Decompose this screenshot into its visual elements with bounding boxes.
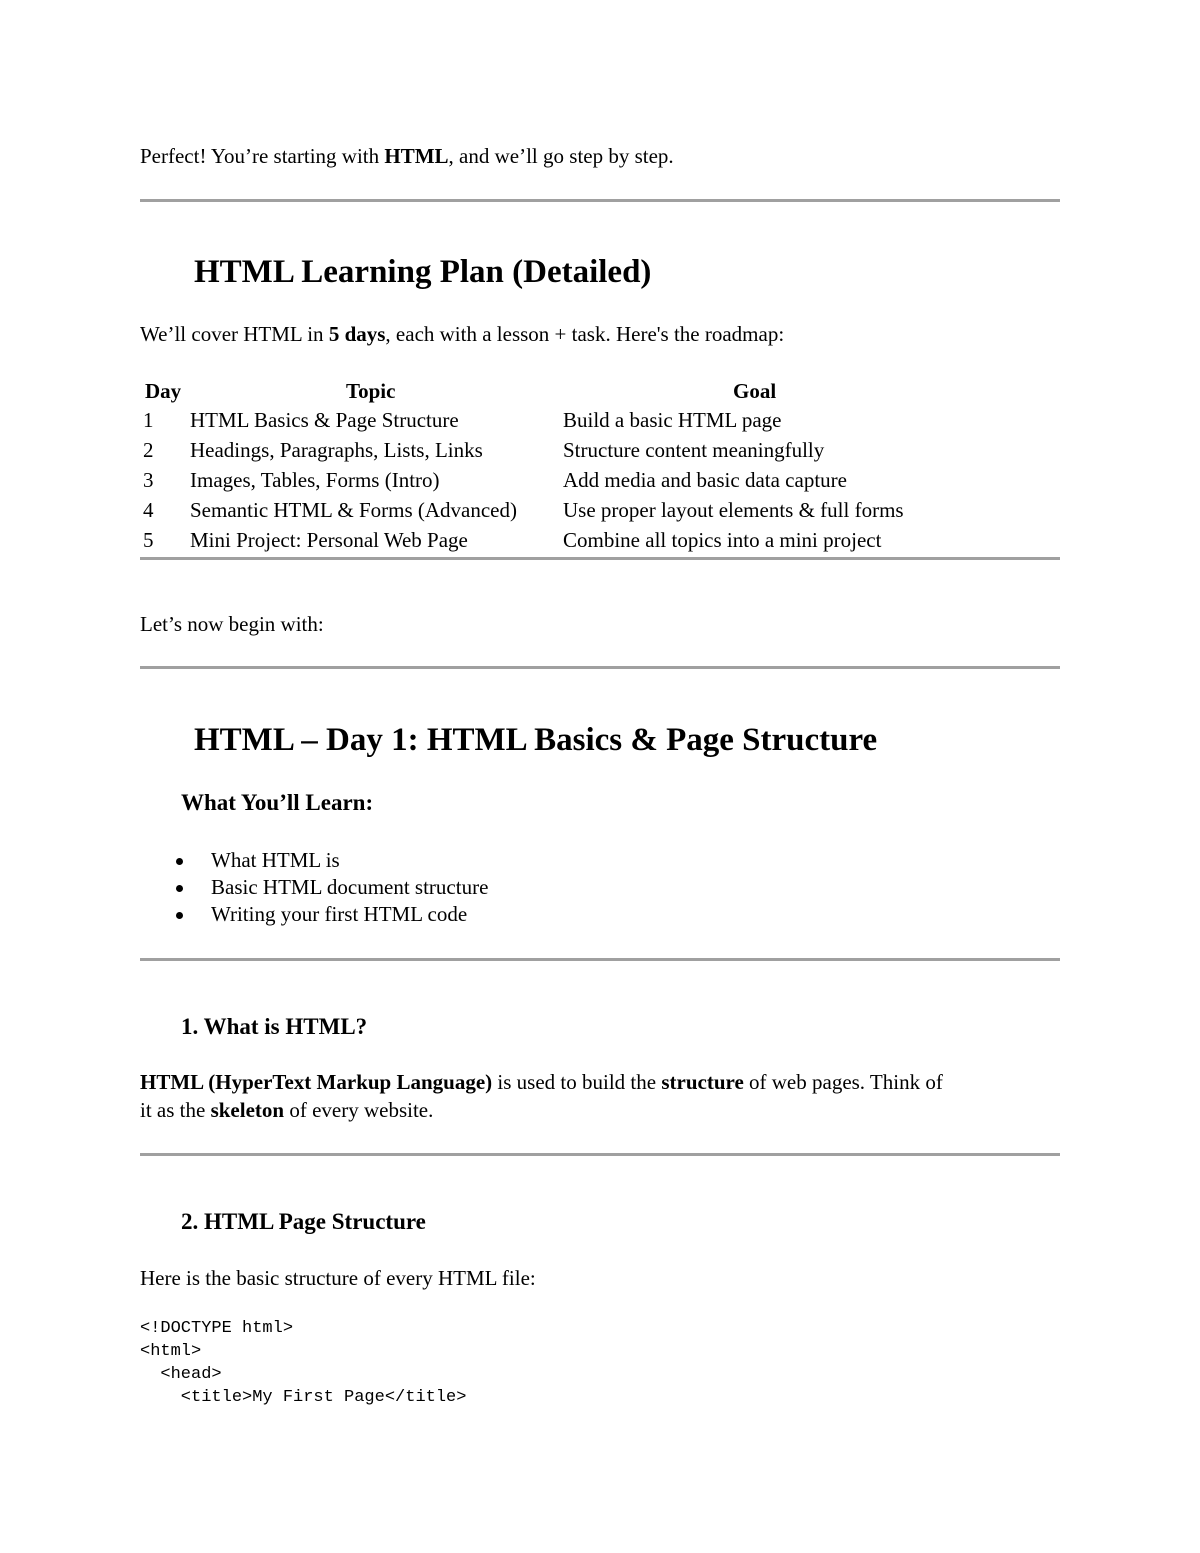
section1-heading: 1. What is HTML? — [181, 1014, 368, 1039]
table-header-day: Day — [145, 379, 182, 403]
table-cell-goal: Build a basic HTML page — [563, 408, 782, 432]
table-cell-day: 3 — [143, 468, 154, 492]
bullet-icon — [176, 912, 183, 919]
day1-title: HTML – Day 1: HTML Basics & Page Structure — [194, 722, 878, 758]
divider — [140, 666, 1060, 669]
table-header-goal: Goal — [733, 379, 777, 403]
section2-intro: Here is the basic structure of every HTML file: — [140, 1266, 536, 1290]
table-cell-topic: Mini Project: Personal Web Page — [190, 528, 468, 552]
table-cell-day: 4 — [143, 498, 154, 522]
divider — [140, 1153, 1060, 1156]
bold-term: structure — [661, 1070, 744, 1094]
intro-text-end: , and we’ll go step by step. — [448, 144, 674, 168]
table-cell-goal: Use proper layout elements & full forms — [563, 498, 904, 522]
begin-text: Let’s now begin with: — [140, 612, 324, 636]
paragraph-text: is used to build the — [492, 1070, 662, 1094]
plan-subtitle-bold: 5 days — [328, 322, 386, 346]
table-cell-topic: Headings, Paragraphs, Lists, Links — [190, 438, 483, 462]
table-cell-goal: Structure content meaningfully — [563, 438, 825, 462]
section1-paragraph-line1 — [140, 1068, 943, 1096]
intro-bold: HTML — [384, 144, 449, 168]
code-line: <head> — [140, 1365, 222, 1384]
divider — [140, 557, 1060, 560]
plan-title: HTML Learning Plan (Detailed) — [194, 254, 652, 290]
list-item: What HTML is — [211, 848, 340, 872]
plan-subtitle-text: We’ll cover HTML in — [140, 322, 329, 346]
list-item: Basic HTML document structure — [211, 875, 489, 899]
bullet-icon — [176, 885, 183, 892]
table-cell-topic: Images, Tables, Forms (Intro) — [190, 468, 440, 492]
table-cell-topic: HTML Basics & Page Structure — [190, 408, 459, 432]
section1-paragraph-line2 — [140, 1096, 433, 1124]
section2-heading: 2. HTML Page Structure — [181, 1209, 426, 1234]
bullet-icon — [176, 858, 183, 865]
table-cell-day: 1 — [143, 408, 154, 432]
table-cell-goal: Add media and basic data capture — [563, 468, 847, 492]
divider — [140, 958, 1060, 961]
code-line: <title>My First Page</title> — [140, 1388, 467, 1407]
table-header-topic: Topic — [346, 379, 396, 403]
paragraph-text: of web pages. Think of — [743, 1070, 943, 1094]
table-cell-day: 2 — [143, 438, 154, 462]
code-line: <!DOCTYPE html> — [140, 1319, 294, 1338]
intro-paragraph — [140, 142, 674, 170]
paragraph-text: it as the — [140, 1098, 211, 1122]
bold-term: skeleton — [210, 1098, 285, 1122]
divider — [140, 199, 1060, 202]
table-cell-goal: Combine all topics into a mini project — [563, 528, 882, 552]
intro-text: Perfect! You’re starting with — [140, 144, 385, 168]
learn-heading: What You’ll Learn: — [181, 790, 374, 815]
table-cell-topic: Semantic HTML & Forms (Advanced) — [190, 498, 517, 522]
bold-term: HTML (HyperText Markup Language) — [140, 1070, 493, 1094]
plan-subtitle-text-end: , each with a lesson + task. Here's the roadmap: — [385, 322, 785, 346]
plan-subtitle — [140, 320, 784, 348]
list-item: Writing your first HTML code — [211, 902, 468, 926]
paragraph-text: of every website. — [284, 1098, 434, 1122]
code-line: <html> — [140, 1342, 202, 1361]
table-cell-day: 5 — [143, 528, 154, 552]
